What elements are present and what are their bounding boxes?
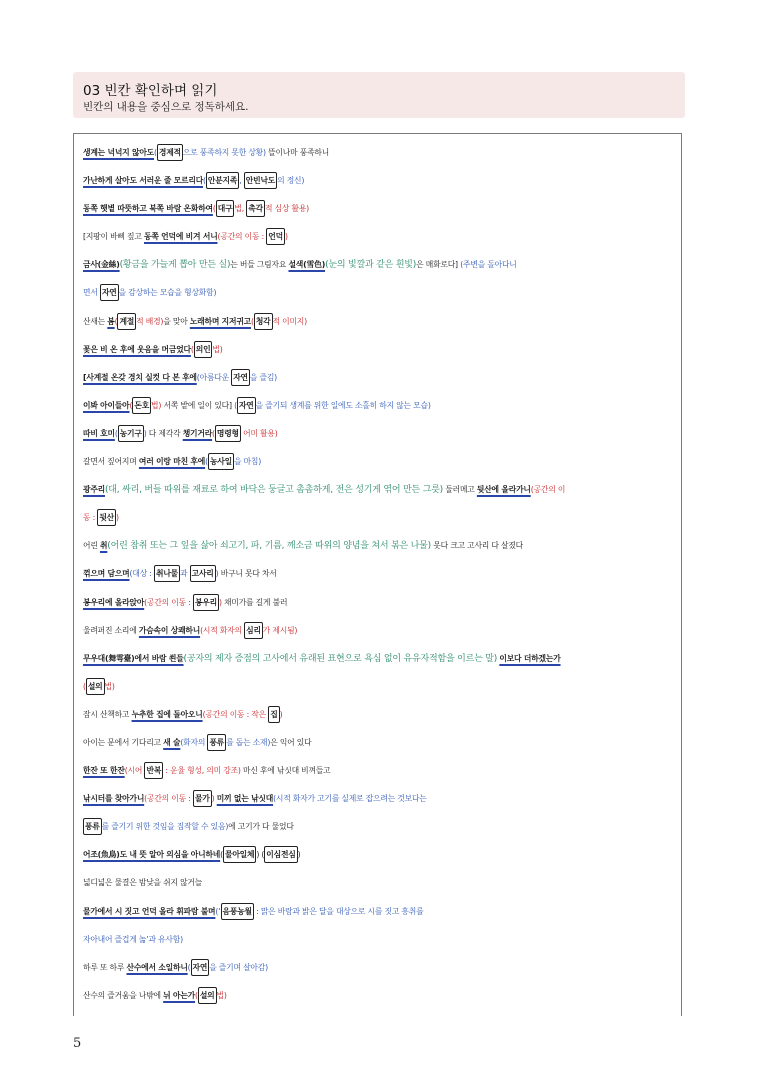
- text-segment: (: [220, 850, 223, 860]
- text-segment: : 운율 형성, 의미 강조): [163, 766, 241, 776]
- text-line: [83, 926, 678, 954]
- text-line: [83, 195, 678, 223]
- answer-box: 집: [268, 706, 279, 723]
- text-line: [83, 954, 678, 982]
- text-segment: (‘: [215, 906, 221, 916]
- text-segment: 적 배경): [136, 316, 164, 326]
- text-segment: (공간의 이동 :: [144, 794, 193, 804]
- text-line: [83, 617, 678, 645]
- answer-box: 자연: [191, 959, 210, 976]
- answer-box: 자연: [100, 284, 119, 301]
- answer-box: 촉각: [246, 200, 265, 217]
- text-segment: 에 고기가 다 물었다: [228, 822, 294, 832]
- answer-box: 물가: [193, 790, 212, 807]
- text-line: [83, 673, 678, 701]
- text-segment: 의 정신): [277, 176, 305, 186]
- text-segment: 을 즐기며 살아감): [209, 962, 268, 972]
- text-segment: 과: [180, 569, 190, 579]
- answer-box: 고사리: [190, 565, 216, 582]
- text-line: [83, 336, 678, 364]
- text-segment: 법): [104, 681, 115, 691]
- text-line: [83, 223, 678, 251]
- text-segment: ): [116, 513, 119, 523]
- text-segment: (: [187, 962, 191, 972]
- text-segment: 누추한 집에 돌아오니: [131, 709, 203, 719]
- text-line: [83, 167, 678, 195]
- text-line: [83, 982, 678, 1010]
- page-number: 5: [73, 1036, 82, 1051]
- text-segment: (: [212, 204, 216, 214]
- answer-box: 심리: [244, 622, 263, 639]
- gloss-note: (눈의 빛깔과 같은 흰빛): [325, 260, 417, 271]
- text-segment: (: [234, 400, 237, 410]
- text-segment: 동 :: [83, 513, 98, 523]
- text-segment: 채미가를 길게 불러: [221, 597, 288, 607]
- text-line: [83, 251, 678, 279]
- text-segment: 취: [99, 541, 108, 551]
- text-line: [83, 701, 678, 729]
- text-segment: 새 술: [163, 737, 181, 747]
- answer-box: 취나물: [154, 565, 180, 582]
- text-segment: 갈면서 짚어지며: [83, 457, 139, 467]
- text-segment: (공간의 이동 :: [217, 232, 267, 242]
- text-line: [83, 645, 678, 673]
- text-line: [83, 448, 678, 476]
- text-segment: 울려퍼진 소리에: [83, 625, 139, 635]
- text-segment: 를 즐기기 위한 것임을 짐작할 수 있음): [101, 822, 229, 832]
- text-segment: 잠시 산책하고: [83, 709, 132, 719]
- text-segment: (: [205, 457, 208, 467]
- text-segment: (: [154, 148, 157, 157]
- text-segment: 서쪽 밭에 일이 있다]: [161, 400, 235, 410]
- text-line: [83, 364, 678, 392]
- text-line: [83, 869, 678, 897]
- gloss-note: (어린 참취 또는 그 잎을 삶아 쇠고기, 파, 기름, 깨소금 따위의 양념을 쳐서 볶은 나물): [107, 541, 431, 552]
- text-segment: 동쪽 언덕에 비겨 서니: [144, 232, 218, 242]
- text-line: [83, 729, 678, 757]
- text-segment: 을 감상하는 모습을 형상화함): [118, 288, 217, 298]
- text-segment: 꺾으며 담으며: [83, 569, 130, 579]
- text-segment: (시어: [124, 766, 145, 776]
- answer-box: 자연: [231, 369, 250, 386]
- text-line: [83, 532, 678, 560]
- text-segment: (: [195, 990, 198, 1000]
- text-segment: 마신 후에 낚싯대 비껴들고: [240, 766, 331, 776]
- text-segment: 뒷산에 올라가니: [476, 485, 531, 495]
- text-segment: (: [190, 344, 194, 354]
- text-segment: [지팡이 바삐 짚고: [83, 232, 144, 242]
- answer-box: 언덕: [266, 228, 285, 245]
- text-segment: ) (: [256, 850, 265, 860]
- section-title: 03 빈칸 확인하며 읽기: [83, 83, 218, 99]
- text-segment: ): [279, 709, 283, 719]
- poem-lines: [83, 139, 678, 1010]
- answer-box: 설의: [198, 987, 217, 1004]
- text-segment: 가난하게 살아도 서러운 줄 모르리다: [83, 176, 204, 186]
- text-segment: 을 마침): [233, 457, 262, 467]
- text-segment: ): [297, 850, 301, 860]
- text-segment: 여러 이랑 마친 후에: [138, 457, 206, 467]
- text-segment: 자아내어 즐겁게 놂’과 유사함): [83, 934, 183, 944]
- text-segment: 어조(魚鳥)도 내 뜻 알아 의심을 아니하네: [83, 850, 221, 860]
- text-segment: 이보다 더하겠는가: [499, 653, 561, 663]
- text-segment: ): [284, 232, 288, 242]
- answer-box: 안분지족: [206, 172, 239, 189]
- text-line: [83, 308, 678, 336]
- answer-box: 풍류: [207, 734, 226, 751]
- text-segment: ): [215, 569, 219, 579]
- text-segment: (: [251, 316, 254, 326]
- text-line: [83, 279, 678, 307]
- answer-box: 음풍농월: [221, 903, 254, 920]
- section-header: [73, 72, 685, 118]
- text-segment: : 맑은 바람과 밝은 달을 대상으로 시를 짓고 흥취를: [253, 906, 424, 916]
- answer-box: 반복: [144, 762, 163, 779]
- answer-box: 경제적: [157, 144, 183, 161]
- answer-box: 안빈낙도: [244, 172, 277, 189]
- text-segment: 노래하며 지저귀고: [189, 316, 251, 326]
- text-segment: 넓디넓은 물결은 밤낮을 쉬지 않거늘: [83, 878, 203, 888]
- text-segment: 면서: [83, 288, 100, 298]
- text-segment: (화자의: [180, 737, 208, 747]
- text-segment: 을 맞아: [163, 316, 190, 326]
- text-segment: 뉘 아는가: [163, 990, 195, 1000]
- text-segment: 은 익어 있다: [270, 737, 312, 747]
- text-segment: 어미 활용): [240, 428, 278, 438]
- text-segment: (주변을 돌아다니: [460, 260, 517, 270]
- answer-box: 자연: [237, 397, 256, 414]
- text-segment: 생계는 넉넉지 않아도: [83, 148, 155, 157]
- text-line: [83, 504, 678, 532]
- text-line: [83, 898, 678, 926]
- text-segment: 법,: [234, 204, 247, 214]
- answer-box: 청각: [254, 313, 273, 330]
- text-segment: 을 즐기되 생계를 위한 일에도 소홀히 하지 않는 모습): [255, 400, 431, 410]
- section-subtitle: 빈칸의 내용을 중심으로 정독하세요.: [83, 101, 249, 113]
- text-segment: 못다 크고 고사리 다 살졌다: [430, 541, 524, 551]
- text-segment: (시적 화자가 고기를 실제로 잡으려는 것보다는: [273, 794, 427, 804]
- text-line: [83, 420, 678, 448]
- text-segment: (: [203, 176, 206, 186]
- text-segment: 적 심상 활용): [264, 204, 310, 214]
- answer-box: 의인: [194, 341, 213, 358]
- text-segment: 적 이미지): [272, 316, 307, 326]
- answer-box: 대구: [216, 200, 235, 217]
- text-segment: 아이는 문에서 기다리고: [83, 737, 164, 747]
- answer-box: 뒷산: [97, 509, 116, 526]
- text-segment: 가슴속이 상쾌하니: [138, 625, 201, 635]
- text-segment: [사계절 온갖 경치 실컷 다 본 후에: [83, 372, 197, 382]
- text-segment: 광주리: [83, 485, 105, 495]
- text-segment: 미끼 없는 낚싯대: [216, 794, 274, 804]
- text-segment: ): [211, 794, 215, 804]
- text-segment: 한잔 또 한잔: [83, 766, 125, 776]
- text-segment: 챙기거라: [182, 428, 213, 438]
- text-line: [83, 813, 678, 841]
- text-segment: 꽃은 비 온 후에 웃음을 머금었다: [83, 344, 191, 354]
- text-segment: 바구니 못다 차서: [218, 569, 277, 579]
- answer-box: 농사일: [208, 453, 234, 470]
- text-segment: (: [129, 400, 133, 410]
- text-segment: 을 즐김): [249, 372, 278, 382]
- text-segment: (아름다운: [196, 372, 232, 382]
- text-segment: 산수에서 소일하니: [126, 962, 188, 972]
- text-segment: 이봐 아이들아: [83, 400, 130, 410]
- gloss-note: (대, 싸리, 버들 따위를 재료로 하여 바닥은 둥글고 촘촘하게, 전은 성기게 엮어 만든 그릇): [105, 485, 443, 496]
- text-segment: 봄: [107, 316, 115, 326]
- text-segment: 산수의 즐거움을 나밖에: [83, 990, 164, 1000]
- text-line: [83, 785, 678, 813]
- gloss-note: (황금을 가늘게 뽑아 만든 실): [119, 260, 231, 271]
- answer-box: 물아일체: [223, 846, 256, 863]
- answer-box: 풍류: [83, 818, 102, 835]
- text-segment: 가 제시됨): [262, 625, 298, 635]
- text-segment: 어린: [83, 541, 100, 551]
- text-segment: 은 매화로다]: [416, 260, 461, 270]
- answer-box: 봉우리: [193, 594, 219, 611]
- text-segment: 따비 호미: [83, 428, 115, 438]
- text-line: [83, 757, 678, 785]
- text-segment: 무우대(舞雩臺)에서 바람 쐰들: [83, 653, 184, 663]
- text-segment: (공간의 이동 :: [144, 597, 193, 607]
- answer-box: 명령형: [215, 425, 241, 442]
- text-segment: 는 버들 그림자요: [230, 260, 289, 270]
- text-segment: (: [83, 681, 86, 691]
- text-segment: (공간의 이동 : 작은: [202, 709, 269, 719]
- text-segment: 다 제각각: [146, 428, 183, 438]
- text-segment: 하루 또 하루: [83, 962, 127, 972]
- text-segment: 낚시터를 찾아가니: [83, 794, 145, 804]
- text-segment: 설색(雪色): [288, 260, 326, 270]
- text-segment: 으로 풍족하지 못한 상황): [182, 148, 266, 157]
- text-line: [83, 560, 678, 588]
- text-segment: ): [218, 597, 222, 607]
- text-segment: 산새는: [83, 316, 108, 326]
- text-segment: 동쪽 햇볕 따뜻하고 북쪽 바람 온화하여: [83, 204, 213, 214]
- text-segment: 뜰이나마 풍족하니: [265, 148, 330, 157]
- answer-box: 이심전심: [264, 846, 297, 863]
- text-segment: 금사(金絲): [83, 260, 120, 270]
- text-line: [83, 392, 678, 420]
- text-segment: 둘러메고: [443, 485, 477, 495]
- text-segment: (공간의 이: [530, 485, 566, 495]
- answer-box: 농기구: [118, 425, 144, 442]
- text-segment: 봉우리에 올라앉아: [83, 597, 145, 607]
- text-segment: (: [212, 428, 215, 438]
- answer-box: 돈호: [132, 397, 151, 414]
- text-line: [83, 139, 678, 167]
- text-segment: (: [114, 428, 118, 438]
- text-segment: (시적 화자의: [200, 625, 245, 635]
- gloss-note: (공자의 제자 증점의 고사에서 유래된 표현으로 욕심 없이 유유자적함을 이르는 말): [183, 653, 498, 664]
- text-segment: (대상 :: [129, 569, 155, 579]
- answer-box: 계절: [117, 313, 136, 330]
- text-segment: (: [114, 316, 118, 326]
- text-segment: ): [143, 428, 147, 438]
- text-segment: 법): [151, 400, 162, 410]
- text-line: [83, 589, 678, 617]
- text-segment: 를 돕는 소재): [226, 737, 271, 747]
- text-segment: 법): [216, 990, 227, 1000]
- answer-box: 설의: [86, 678, 105, 695]
- text-segment: 법): [212, 344, 223, 354]
- text-line: [83, 841, 678, 869]
- text-line: [83, 476, 678, 504]
- text-segment: 물가에서 시 짓고 언덕 올라 휘파람 불며: [83, 906, 216, 916]
- text-segment: ,: [239, 176, 244, 186]
